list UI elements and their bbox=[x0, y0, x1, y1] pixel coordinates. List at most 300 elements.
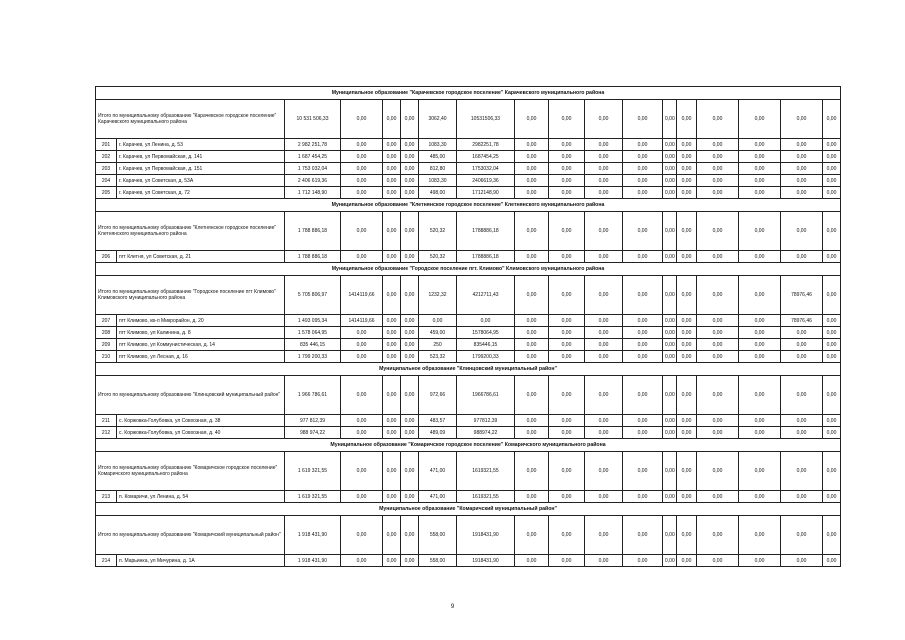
total-value-cell: 0,00 bbox=[677, 276, 697, 315]
total-value-cell: 0,00 bbox=[383, 276, 401, 315]
value-cell: 1 493 095,34 bbox=[285, 315, 341, 327]
value-cell: 0,00 bbox=[823, 139, 841, 151]
value-cell: 977812,39 bbox=[457, 415, 515, 427]
value-cell: 0,00 bbox=[663, 351, 677, 363]
value-cell: 0,00 bbox=[781, 151, 823, 163]
total-value-cell: 0,00 bbox=[341, 516, 383, 555]
value-cell: 0,00 bbox=[697, 163, 739, 175]
value-cell: 0,00 bbox=[623, 151, 663, 163]
value-cell: 0,00 bbox=[781, 491, 823, 503]
value-cell: 0,00 bbox=[781, 175, 823, 187]
value-cell: 0,00 bbox=[781, 415, 823, 427]
value-cell: 0,00 bbox=[401, 491, 419, 503]
value-cell: 0,00 bbox=[677, 491, 697, 503]
total-value-cell: 0,00 bbox=[697, 452, 739, 491]
section-title: Муниципальное образование "Городское поселение пгт. Климово" Климовского муниципального района bbox=[96, 263, 841, 276]
value-cell: 0,00 bbox=[739, 327, 781, 339]
table-row bbox=[96, 491, 841, 503]
total-value-cell: 471,00 bbox=[419, 452, 457, 491]
value-cell: 0,00 bbox=[585, 163, 623, 175]
value-cell: 0,00 bbox=[515, 327, 549, 339]
value-cell: 0,00 bbox=[383, 427, 401, 439]
value-cell: 0,00 bbox=[677, 175, 697, 187]
table-row bbox=[96, 427, 841, 439]
value-cell: 0,00 bbox=[781, 251, 823, 263]
value-cell: 0,00 bbox=[697, 139, 739, 151]
value-cell: 0,00 bbox=[383, 315, 401, 327]
address-cell: пгт Климово, ул Лесная, д. 16 bbox=[117, 351, 285, 363]
value-cell: 0,00 bbox=[549, 151, 585, 163]
value-cell: 0,00 bbox=[697, 251, 739, 263]
total-value-cell: 0,00 bbox=[549, 516, 585, 555]
total-value-cell: 0,00 bbox=[677, 376, 697, 415]
value-cell: 0,00 bbox=[781, 339, 823, 351]
address-cell: п. Марьинка, ул Мичурина, д. 1А bbox=[117, 555, 285, 567]
value-cell: 0,00 bbox=[515, 427, 549, 439]
total-value-cell: 0,00 bbox=[781, 376, 823, 415]
value-cell: 0,00 bbox=[515, 251, 549, 263]
total-value-cell: 0,00 bbox=[515, 452, 549, 491]
value-cell: 0,00 bbox=[383, 163, 401, 175]
total-value-cell: 0,00 bbox=[823, 516, 841, 555]
value-cell: 0,00 bbox=[383, 351, 401, 363]
total-value-cell: 1 619 321,55 bbox=[285, 452, 341, 491]
total-value-cell: 10 531 506,33 bbox=[285, 100, 341, 139]
value-cell: 0,00 bbox=[585, 315, 623, 327]
total-value-cell: 0,00 bbox=[401, 376, 419, 415]
value-cell: 1712148,90 bbox=[457, 187, 515, 199]
value-cell: 1 619 321,55 bbox=[285, 491, 341, 503]
total-value-cell: 0,00 bbox=[383, 100, 401, 139]
value-cell: 0,00 bbox=[663, 427, 677, 439]
table-row bbox=[96, 415, 841, 427]
value-cell: 0,00 bbox=[383, 339, 401, 351]
address-cell: г. Карачев, ул Советская, д. 72 bbox=[117, 187, 285, 199]
value-cell: 0,00 bbox=[823, 187, 841, 199]
row-number: 208 bbox=[96, 327, 117, 339]
total-value-cell: 0,00 bbox=[585, 376, 623, 415]
value-cell: 0,00 bbox=[739, 315, 781, 327]
total-value-cell: 0,00 bbox=[515, 100, 549, 139]
total-value-cell: 0,00 bbox=[341, 376, 383, 415]
total-label: Итого по муниципальному образованию "Городское поселение пгт Климово" Климовского муниципального района bbox=[96, 276, 285, 315]
value-cell: 0,00 bbox=[677, 327, 697, 339]
value-cell: 0,00 bbox=[739, 163, 781, 175]
table-row bbox=[96, 175, 841, 187]
total-value-cell: 0,00 bbox=[697, 516, 739, 555]
value-cell: 0,00 bbox=[549, 427, 585, 439]
total-label: Итого по муниципальному образованию "Комаричское городское поселение" Комаричского муниципального района bbox=[96, 452, 285, 491]
value-cell: 0,00 bbox=[697, 555, 739, 567]
total-value-cell: 3062,40 bbox=[419, 100, 457, 139]
value-cell: 0,00 bbox=[585, 251, 623, 263]
value-cell: 0,00 bbox=[341, 555, 383, 567]
value-cell: 1753032,04 bbox=[457, 163, 515, 175]
table-row bbox=[96, 327, 841, 339]
total-value-cell: 0,00 bbox=[663, 516, 677, 555]
value-cell: 0,00 bbox=[383, 187, 401, 199]
table-row bbox=[96, 163, 841, 175]
total-value-cell: 1414119,66 bbox=[341, 276, 383, 315]
value-cell: 2 406 619,36 bbox=[285, 175, 341, 187]
value-cell: 0,00 bbox=[677, 339, 697, 351]
value-cell: 0,00 bbox=[549, 351, 585, 363]
value-cell: 0,00 bbox=[823, 491, 841, 503]
total-value-cell: 0,00 bbox=[341, 212, 383, 251]
total-value-cell: 0,00 bbox=[585, 100, 623, 139]
section-header-row bbox=[96, 363, 841, 376]
value-cell: 0,00 bbox=[677, 315, 697, 327]
total-value-cell: 0,00 bbox=[585, 516, 623, 555]
address-cell: пгт Климово, кв-л Микрорайон, д. 20 bbox=[117, 315, 285, 327]
total-label: Итого по муниципальному образованию "Карачевское городское поселение" Карачевского муниципального района bbox=[96, 100, 285, 139]
total-value-cell: 0,00 bbox=[677, 516, 697, 555]
address-cell: с. Коржовка-Голубовка, ул Совхозная, д. 40 bbox=[117, 427, 285, 439]
total-value-cell: 0,00 bbox=[549, 452, 585, 491]
total-row bbox=[96, 376, 841, 415]
total-value-cell: 0,00 bbox=[663, 100, 677, 139]
total-value-cell: 0,00 bbox=[781, 212, 823, 251]
total-value-cell: 0,00 bbox=[585, 212, 623, 251]
value-cell: 0,00 bbox=[663, 415, 677, 427]
value-cell: 0,00 bbox=[697, 187, 739, 199]
row-number: 206 bbox=[96, 251, 117, 263]
value-cell: 812,80 bbox=[419, 163, 457, 175]
value-cell: 0,00 bbox=[739, 187, 781, 199]
row-number: 212 bbox=[96, 427, 117, 439]
value-cell: 0,00 bbox=[697, 175, 739, 187]
value-cell: 0,00 bbox=[549, 555, 585, 567]
value-cell: 0,00 bbox=[419, 315, 457, 327]
value-cell: 0,00 bbox=[677, 555, 697, 567]
table-row bbox=[96, 187, 841, 199]
value-cell: 0,00 bbox=[677, 251, 697, 263]
value-cell: 0,00 bbox=[401, 151, 419, 163]
value-cell: 0,00 bbox=[549, 491, 585, 503]
value-cell: 2406619,36 bbox=[457, 175, 515, 187]
total-value-cell: 0,00 bbox=[515, 212, 549, 251]
total-value-cell: 0,00 bbox=[383, 212, 401, 251]
total-value-cell: 0,00 bbox=[549, 376, 585, 415]
row-number: 203 bbox=[96, 163, 117, 175]
value-cell: 0,00 bbox=[739, 175, 781, 187]
total-row bbox=[96, 516, 841, 555]
value-cell: 0,00 bbox=[341, 187, 383, 199]
total-value-cell: 0,00 bbox=[663, 376, 677, 415]
total-value-cell: 1 918 431,90 bbox=[285, 516, 341, 555]
total-value-cell: 1 788 886,18 bbox=[285, 212, 341, 251]
value-cell: 0,00 bbox=[823, 175, 841, 187]
section-title: Муниципальное образование "Комаричское городское поселение" Комаричского муниципального района bbox=[96, 439, 841, 452]
total-value-cell: 4212711,43 bbox=[457, 276, 515, 315]
value-cell: 0,00 bbox=[663, 187, 677, 199]
total-value-cell: 78976,46 bbox=[781, 276, 823, 315]
value-cell: 0,00 bbox=[623, 139, 663, 151]
total-value-cell: 0,00 bbox=[739, 100, 781, 139]
address-cell: пгт Клетня, ул Советская, д. 21 bbox=[117, 251, 285, 263]
row-number: 213 bbox=[96, 491, 117, 503]
value-cell: 0,00 bbox=[823, 415, 841, 427]
value-cell: 0,00 bbox=[739, 491, 781, 503]
value-cell: 0,00 bbox=[823, 351, 841, 363]
total-value-cell: 0,00 bbox=[697, 100, 739, 139]
value-cell: 0,00 bbox=[677, 187, 697, 199]
value-cell: 1083,30 bbox=[419, 139, 457, 151]
value-cell: 0,00 bbox=[781, 187, 823, 199]
value-cell: 0,00 bbox=[383, 415, 401, 427]
value-cell: 0,00 bbox=[697, 415, 739, 427]
value-cell: 0,00 bbox=[697, 427, 739, 439]
address-cell: пгт Климово, ул Коммунистическая, д. 14 bbox=[117, 339, 285, 351]
value-cell: 0,00 bbox=[549, 175, 585, 187]
total-value-cell: 0,00 bbox=[781, 100, 823, 139]
address-cell: пгт Климово, ул Калинина, д. 8 bbox=[117, 327, 285, 339]
value-cell: 0,00 bbox=[585, 351, 623, 363]
value-cell: 0,00 bbox=[383, 491, 401, 503]
value-cell: 1 918 431,90 bbox=[285, 555, 341, 567]
section-header-row bbox=[96, 503, 841, 516]
value-cell: 0,00 bbox=[623, 415, 663, 427]
value-cell: 0,00 bbox=[663, 339, 677, 351]
total-value-cell: 0,00 bbox=[383, 452, 401, 491]
value-cell: 1414119,66 bbox=[341, 315, 383, 327]
row-number: 214 bbox=[96, 555, 117, 567]
value-cell: 0,00 bbox=[623, 315, 663, 327]
value-cell: 0,00 bbox=[549, 339, 585, 351]
total-value-cell: 0,00 bbox=[341, 100, 383, 139]
address-cell: с. Коржовка-Голубовка, ул Совхозная, д. 38 bbox=[117, 415, 285, 427]
value-cell: 0,00 bbox=[781, 555, 823, 567]
value-cell: 1687454,25 bbox=[457, 151, 515, 163]
value-cell: 988 974,22 bbox=[285, 427, 341, 439]
value-cell: 0,00 bbox=[663, 175, 677, 187]
value-cell: 523,32 bbox=[419, 351, 457, 363]
table-row bbox=[96, 555, 841, 567]
section-header-row bbox=[96, 199, 841, 212]
value-cell: 0,00 bbox=[401, 175, 419, 187]
value-cell: 0,00 bbox=[781, 327, 823, 339]
total-label: Итого по муниципальному образованию "Клинцовский муниципальный район" bbox=[96, 376, 285, 415]
total-value-cell: 0,00 bbox=[623, 452, 663, 491]
value-cell: 0,00 bbox=[781, 139, 823, 151]
row-number: 204 bbox=[96, 175, 117, 187]
value-cell: 0,00 bbox=[739, 251, 781, 263]
value-cell: 0,00 bbox=[585, 175, 623, 187]
value-cell: 0,00 bbox=[623, 163, 663, 175]
value-cell: 0,00 bbox=[623, 187, 663, 199]
value-cell: 0,00 bbox=[515, 491, 549, 503]
value-cell: 0,00 bbox=[781, 163, 823, 175]
value-cell: 0,00 bbox=[585, 339, 623, 351]
total-value-cell: 0,00 bbox=[341, 452, 383, 491]
value-cell: 2982251,78 bbox=[457, 139, 515, 151]
total-value-cell: 558,00 bbox=[419, 516, 457, 555]
value-cell: 1 799 200,33 bbox=[285, 351, 341, 363]
total-value-cell: 0,00 bbox=[781, 516, 823, 555]
table-row bbox=[96, 339, 841, 351]
total-value-cell: 5 705 806,97 bbox=[285, 276, 341, 315]
total-value-cell: 0,00 bbox=[515, 276, 549, 315]
value-cell: 489,09 bbox=[419, 427, 457, 439]
value-cell: 835446,15 bbox=[457, 339, 515, 351]
value-cell: 0,00 bbox=[515, 351, 549, 363]
table-row bbox=[96, 351, 841, 363]
total-value-cell: 0,00 bbox=[781, 452, 823, 491]
table-row bbox=[96, 251, 841, 263]
total-value-cell: 1788886,18 bbox=[457, 212, 515, 251]
value-cell: 0,00 bbox=[401, 555, 419, 567]
total-row bbox=[96, 452, 841, 491]
value-cell: 0,00 bbox=[663, 327, 677, 339]
section-title: Муниципальное образование "Комаричский муниципальный район" bbox=[96, 503, 841, 516]
value-cell: 0,00 bbox=[623, 427, 663, 439]
value-cell: 0,00 bbox=[549, 163, 585, 175]
value-cell: 0,00 bbox=[697, 327, 739, 339]
housing-repair-table bbox=[95, 86, 841, 567]
value-cell: 0,00 bbox=[341, 327, 383, 339]
total-value-cell: 0,00 bbox=[739, 516, 781, 555]
total-value-cell: 1619321,55 bbox=[457, 452, 515, 491]
value-cell: 0,00 bbox=[623, 327, 663, 339]
value-cell: 0,00 bbox=[383, 327, 401, 339]
section-header-row bbox=[96, 439, 841, 452]
section-title: Муниципальное образование "Клинцовский муниципальный район" bbox=[96, 363, 841, 376]
total-value-cell: 0,00 bbox=[739, 212, 781, 251]
value-cell: 0,00 bbox=[585, 427, 623, 439]
value-cell: 1918431,90 bbox=[457, 555, 515, 567]
table-body bbox=[96, 87, 841, 567]
value-cell: 0,00 bbox=[341, 339, 383, 351]
value-cell: 977 812,39 bbox=[285, 415, 341, 427]
total-value-cell: 0,00 bbox=[401, 516, 419, 555]
total-value-cell: 0,00 bbox=[401, 212, 419, 251]
value-cell: 0,00 bbox=[663, 555, 677, 567]
value-cell: 0,00 bbox=[739, 427, 781, 439]
value-cell: 0,00 bbox=[677, 415, 697, 427]
value-cell: 0,00 bbox=[781, 351, 823, 363]
value-cell: 0,00 bbox=[515, 139, 549, 151]
value-cell: 0,00 bbox=[739, 351, 781, 363]
value-cell: 1 578 064,95 bbox=[285, 327, 341, 339]
value-cell: 2 982 251,78 bbox=[285, 139, 341, 151]
value-cell: 0,00 bbox=[663, 151, 677, 163]
value-cell: 0,00 bbox=[383, 139, 401, 151]
total-value-cell: 520,32 bbox=[419, 212, 457, 251]
value-cell: 0,00 bbox=[823, 315, 841, 327]
value-cell: 0,00 bbox=[739, 339, 781, 351]
row-number: 202 bbox=[96, 151, 117, 163]
value-cell: 1 788 886,18 bbox=[285, 251, 341, 263]
total-value-cell: 0,00 bbox=[677, 452, 697, 491]
value-cell: 0,00 bbox=[341, 251, 383, 263]
value-cell: 0,00 bbox=[549, 187, 585, 199]
value-cell: 1619321,55 bbox=[457, 491, 515, 503]
total-label: Итого по муниципальному образованию "Комаричский муниципальный район" bbox=[96, 516, 285, 555]
total-value-cell: 1 966 786,61 bbox=[285, 376, 341, 415]
value-cell: 0,00 bbox=[697, 151, 739, 163]
value-cell: 0,00 bbox=[677, 163, 697, 175]
value-cell: 0,00 bbox=[549, 251, 585, 263]
section-title: Муниципальное образование "Клетнянское городское поселение" Клетнянского муниципального района bbox=[96, 199, 841, 212]
value-cell: 0,00 bbox=[515, 339, 549, 351]
total-value-cell: 0,00 bbox=[549, 212, 585, 251]
total-value-cell: 0,00 bbox=[549, 100, 585, 139]
value-cell: 0,00 bbox=[341, 351, 383, 363]
value-cell: 459,00 bbox=[419, 327, 457, 339]
row-number: 210 bbox=[96, 351, 117, 363]
value-cell: 0,00 bbox=[515, 175, 549, 187]
value-cell: 0,00 bbox=[549, 315, 585, 327]
total-value-cell: 0,00 bbox=[549, 276, 585, 315]
total-value-cell: 0,00 bbox=[383, 376, 401, 415]
value-cell: 0,00 bbox=[401, 327, 419, 339]
value-cell: 0,00 bbox=[823, 327, 841, 339]
value-cell: 0,00 bbox=[401, 339, 419, 351]
value-cell: 0,00 bbox=[663, 251, 677, 263]
value-cell: 0,00 bbox=[697, 339, 739, 351]
row-number: 207 bbox=[96, 315, 117, 327]
value-cell: 0,00 bbox=[585, 139, 623, 151]
value-cell: 0,00 bbox=[549, 415, 585, 427]
value-cell: 1083,30 bbox=[419, 175, 457, 187]
value-cell: 0,00 bbox=[585, 187, 623, 199]
value-cell: 0,00 bbox=[823, 339, 841, 351]
value-cell: 0,00 bbox=[823, 427, 841, 439]
total-value-cell: 0,00 bbox=[739, 376, 781, 415]
total-value-cell: 0,00 bbox=[401, 100, 419, 139]
total-value-cell: 0,00 bbox=[697, 212, 739, 251]
address-cell: г. Карачев, ул Советская, д. 53А bbox=[117, 175, 285, 187]
value-cell: 0,00 bbox=[823, 163, 841, 175]
value-cell: 0,00 bbox=[781, 427, 823, 439]
value-cell: 0,00 bbox=[341, 491, 383, 503]
value-cell: 835 446,15 bbox=[285, 339, 341, 351]
value-cell: 0,00 bbox=[739, 151, 781, 163]
total-value-cell: 0,00 bbox=[677, 212, 697, 251]
total-row bbox=[96, 276, 841, 315]
total-value-cell: 0,00 bbox=[401, 452, 419, 491]
total-value-cell: 0,00 bbox=[823, 276, 841, 315]
value-cell: 0,00 bbox=[663, 315, 677, 327]
value-cell: 0,00 bbox=[677, 151, 697, 163]
total-value-cell: 0,00 bbox=[663, 212, 677, 251]
page-number: 9 bbox=[450, 604, 455, 610]
value-cell: 0,00 bbox=[823, 251, 841, 263]
total-value-cell: 1918431,90 bbox=[457, 516, 515, 555]
total-value-cell: 0,00 bbox=[663, 452, 677, 491]
value-cell: 520,32 bbox=[419, 251, 457, 263]
total-value-cell: 0,00 bbox=[623, 376, 663, 415]
value-cell: 471,00 bbox=[419, 491, 457, 503]
value-cell: 0,00 bbox=[515, 415, 549, 427]
total-value-cell: 0,00 bbox=[585, 452, 623, 491]
total-value-cell: 0,00 bbox=[663, 276, 677, 315]
value-cell: 558,00 bbox=[419, 555, 457, 567]
value-cell: 0,00 bbox=[401, 139, 419, 151]
value-cell: 0,00 bbox=[401, 315, 419, 327]
row-number: 205 bbox=[96, 187, 117, 199]
total-value-cell: 0,00 bbox=[823, 212, 841, 251]
value-cell: 0,00 bbox=[401, 351, 419, 363]
value-cell: 0,00 bbox=[341, 415, 383, 427]
value-cell: 0,00 bbox=[549, 139, 585, 151]
value-cell: 250 bbox=[419, 339, 457, 351]
row-number: 211 bbox=[96, 415, 117, 427]
row-number: 209 bbox=[96, 339, 117, 351]
total-value-cell: 0,00 bbox=[739, 276, 781, 315]
value-cell: 1 753 032,04 bbox=[285, 163, 341, 175]
value-cell: 0,00 bbox=[383, 555, 401, 567]
